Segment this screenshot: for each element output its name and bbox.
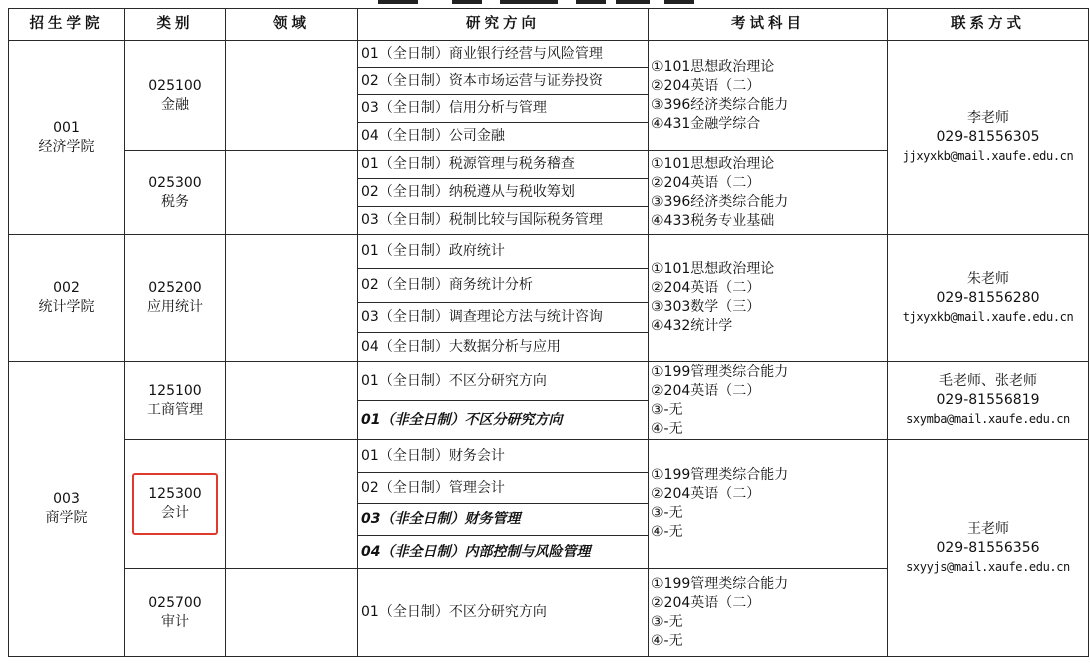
exam-line: ②204英语（二） <box>651 382 761 399</box>
exam-line: ④-无 <box>651 632 683 649</box>
header-contact: 联系方式 <box>888 9 1089 41</box>
contact-phone: 029-81556356 <box>936 539 1040 556</box>
field-cell <box>226 440 358 569</box>
college-name: 商学院 <box>45 510 88 526</box>
contact-email: sxymba@mail.xaufe.edu.cn <box>906 412 1070 426</box>
category-code: 125100 <box>148 382 202 399</box>
contact-email: jjxyxkb@mail.xaufe.edu.cn <box>902 149 1074 163</box>
contact-cell <box>888 440 1089 657</box>
direction-cell: 03（全日制）调查理论方法与统计咨询 <box>358 303 649 333</box>
header-exam: 考试科目 <box>649 9 888 41</box>
contact-phone: 029-81556280 <box>936 289 1040 306</box>
category-cell <box>125 440 226 569</box>
category-cell <box>125 235 226 362</box>
exam-line: ④-无 <box>651 420 683 437</box>
header-field: 领域 <box>226 9 358 41</box>
category-name: 金融 <box>161 96 189 113</box>
exam-line: ②204英语（二） <box>651 594 761 611</box>
header-direction: 研究方向 <box>358 9 649 41</box>
contact-email: tjxyxkb@mail.xaufe.edu.cn <box>902 309 1074 324</box>
college-name: 统计学院 <box>38 299 95 315</box>
field-cell <box>226 569 358 657</box>
direction-cell: 03（非全日制）财务管理 <box>358 504 649 536</box>
category-name: 税务 <box>161 193 189 210</box>
exam-line: ③396经济类综合能力 <box>651 193 789 210</box>
exam-line: ①101思想政治理论 <box>651 261 775 277</box>
admissions-table <box>8 8 1089 657</box>
direction-cell: 01（全日制）不区分研究方向 <box>358 569 649 657</box>
contact-phone: 029-81556819 <box>936 392 1040 408</box>
table-row <box>9 235 1089 269</box>
contact-email: sxyyjs@mail.xaufe.edu.cn <box>906 559 1070 574</box>
direction-cell: 01（全日制）财务会计 <box>358 440 649 473</box>
exam-cell <box>649 41 888 151</box>
exam-line: ③396经济类综合能力 <box>651 96 789 113</box>
category-cell <box>125 151 226 235</box>
category-code: 125300 <box>148 486 202 502</box>
exam-line: ④-无 <box>651 524 683 540</box>
category-code: 025300 <box>148 174 202 191</box>
exam-cell <box>649 362 888 440</box>
direction-cell: 04（全日制）大数据分析与应用 <box>358 333 649 362</box>
direction-cell: 01（全日制）政府统计 <box>358 235 649 269</box>
direction-cell: 02（全日制）纳税遵从与税收筹划 <box>358 179 649 207</box>
direction-cell: 02（全日制）商务统计分析 <box>358 269 649 303</box>
category-name: 应用统计 <box>147 299 203 315</box>
table-row <box>9 440 1089 473</box>
table-row <box>9 41 1089 68</box>
college-code: 003 <box>53 491 80 507</box>
category-name: 会计 <box>160 505 189 521</box>
direction-cell: 03（全日制）税制比较与国际税务管理 <box>358 207 649 235</box>
exam-line: ③-无 <box>651 505 683 521</box>
direction-cell: 01（全日制）不区分研究方向 <box>358 362 649 401</box>
college-cell <box>9 235 125 362</box>
exam-line: ②204英语（二） <box>651 486 761 502</box>
highlight-box <box>132 473 217 535</box>
exam-cell <box>649 235 888 362</box>
table-row <box>9 362 1089 401</box>
category-cell <box>125 362 226 440</box>
exam-line: ④433税务专业基础 <box>651 212 775 229</box>
direction-cell: 04（全日制）公司金融 <box>358 123 649 151</box>
field-cell <box>226 41 358 151</box>
college-code: 002 <box>53 280 80 296</box>
field-cell <box>226 235 358 362</box>
contact-name: 毛老师、张老师 <box>939 373 1037 389</box>
direction-cell: 04（非全日制）内部控制与风险管理 <box>358 536 649 569</box>
field-cell <box>226 362 358 440</box>
exam-line: ③303数学（三） <box>651 299 761 315</box>
direction-cell: 02（全日制）资本市场运营与证券投资 <box>358 68 649 95</box>
direction-cell: 02（全日制）管理会计 <box>358 473 649 504</box>
college-code: 001 <box>53 119 80 136</box>
category-name: 审计 <box>161 613 189 630</box>
exam-line: ②204英语（二） <box>651 77 761 94</box>
exam-line: ③-无 <box>651 613 683 630</box>
exam-cell <box>649 569 888 657</box>
header-college: 招生学院 <box>9 9 125 41</box>
category-cell <box>125 41 226 151</box>
direction-cell: 03（全日制）信用分析与管理 <box>358 95 649 123</box>
category-name: 工商管理 <box>147 401 203 418</box>
contact-phone: 029-81556305 <box>936 129 1040 145</box>
college-cell <box>9 41 125 235</box>
contact-cell <box>888 235 1089 362</box>
contact-name: 朱老师 <box>967 270 1009 287</box>
exam-line: ③-无 <box>651 401 683 418</box>
exam-line: ①101思想政治理论 <box>651 155 775 172</box>
category-code: 025700 <box>148 594 202 611</box>
direction-cell: 01（非全日制）不区分研究方向 <box>358 401 649 440</box>
category-code: 025100 <box>148 77 202 94</box>
direction-cell: 01（全日制）商业银行经营与风险管理 <box>358 41 649 68</box>
category-code: 025200 <box>148 280 202 296</box>
exam-cell <box>649 151 888 235</box>
header-category: 类别 <box>125 9 226 41</box>
field-cell <box>226 151 358 235</box>
contact-name: 李老师 <box>967 110 1009 126</box>
exam-line: ①199管理类综合能力 <box>651 467 789 483</box>
category-cell <box>125 569 226 657</box>
header-row <box>9 9 1089 41</box>
contact-name: 王老师 <box>967 520 1009 537</box>
exam-line: ①199管理类综合能力 <box>651 363 789 380</box>
exam-line: ④432统计学 <box>651 318 733 334</box>
contact-cell <box>888 41 1089 235</box>
exam-line: ②204英语（二） <box>651 174 761 191</box>
contact-cell <box>888 362 1089 440</box>
exam-line: ④431金融学综合 <box>651 115 761 132</box>
exam-cell <box>649 440 888 569</box>
exam-line: ②204英语（二） <box>651 280 761 296</box>
exam-line: ①199管理类综合能力 <box>651 575 789 592</box>
exam-line: ①101思想政治理论 <box>651 58 775 75</box>
college-cell <box>9 362 125 657</box>
college-name: 经济学院 <box>38 138 95 155</box>
direction-cell: 01（全日制）税源管理与税务稽查 <box>358 151 649 179</box>
